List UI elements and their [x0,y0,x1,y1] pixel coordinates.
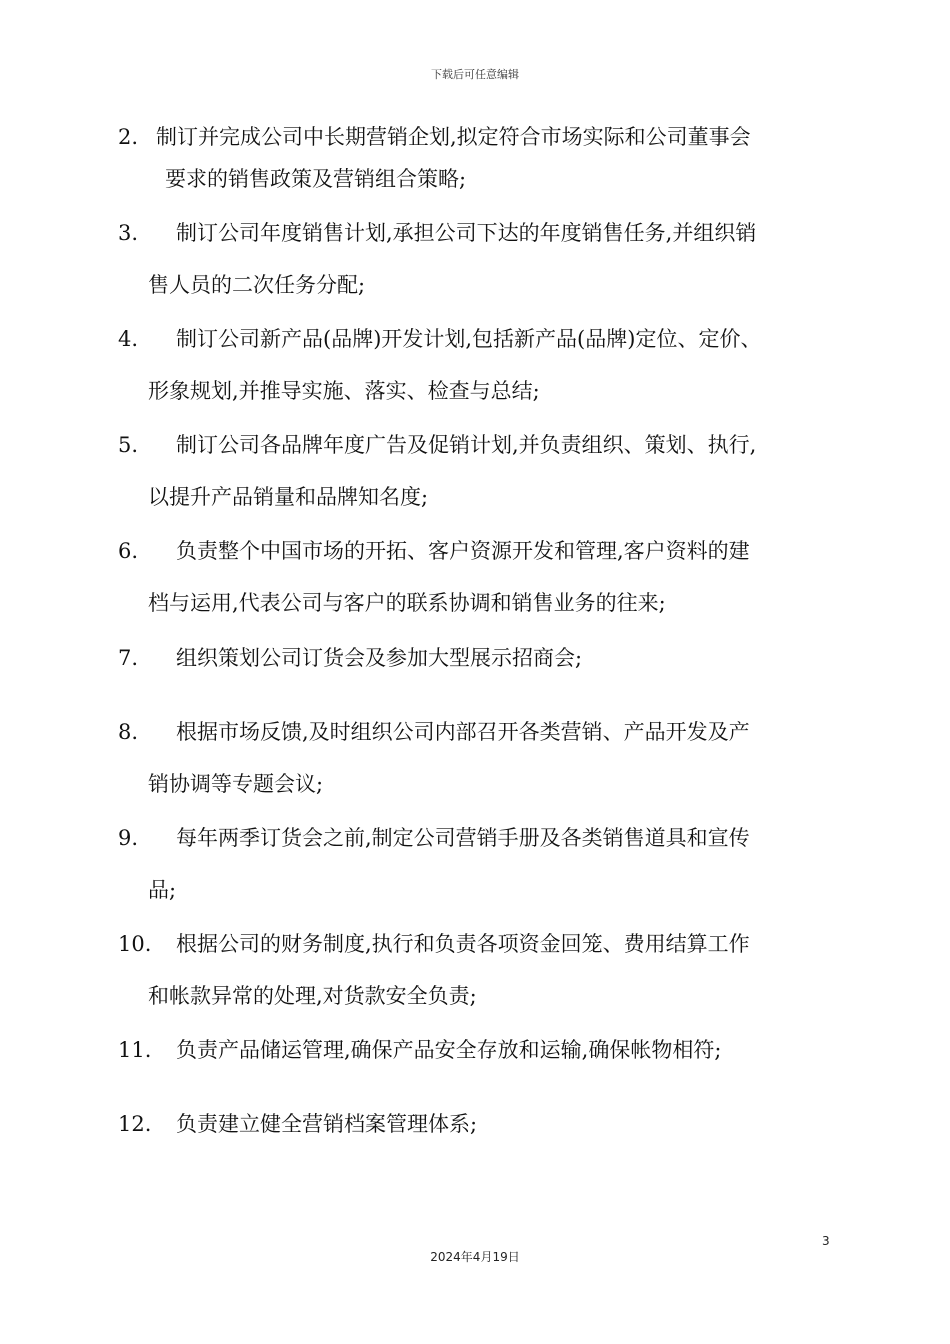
list-item-8 [118,706,858,810]
list-item-10 [118,918,858,1022]
item-number: 6. [118,539,139,563]
list-item-3 [118,207,858,311]
item-number: 10. [118,932,152,956]
list-item-line [118,1098,858,1150]
page-number: 3 [822,1234,830,1248]
list-item-line [118,812,858,864]
list-item-line [118,419,858,471]
item-text: 负责建立健全营销档案管理体系; [176,1112,478,1136]
item-text: 根据市场反馈,及时组织公司内部召开各类营销、产品开发及产 [176,720,750,744]
list-item-11 [118,1024,858,1076]
item-text: 负责整个中国市场的开拓、客户资源开发和管理,客户资料的建 [176,539,750,563]
list-item-line [118,207,858,259]
item-text-continued: 销协调等专题会议; [148,772,324,796]
item-number: 8. [118,720,139,744]
item-number: 12. [118,1112,152,1136]
item-text-continued: 以提升产品销量和品牌知名度; [148,485,429,509]
list-item-7 [118,632,858,684]
item-text-continued: 品; [148,878,177,902]
item-number: 4. [118,327,139,351]
item-number: 2. [118,125,139,149]
item-text: 根据公司的财务制度,执行和负责各项资金回笼、费用结算工作 [176,932,750,956]
list-item-6 [118,525,858,629]
item-text-continued: 和帐款异常的处理,对货款安全负责; [148,984,477,1008]
page-header: 下载后可任意编辑 [431,68,519,81]
item-number: 9. [118,826,139,850]
item-number: 11. [118,1038,152,1062]
item-text-continued: 形象规划,并推导实施、落实、检查与总结; [148,379,540,403]
item-text: 负责产品储运管理,确保产品安全存放和运输,确保帐物相符; [176,1038,722,1062]
item-number: 7. [118,646,139,670]
item-text-continued: 售人员的二次任务分配; [148,273,366,297]
item-text: 制订公司新产品(品牌)开发计划,包括新产品(品牌)定位、定价、 [176,327,762,351]
list-item-9 [118,812,858,916]
item-text: 制订公司年度销售计划,承担公司下达的年度销售任务,并组织销 [176,221,757,245]
list-item-line [118,525,858,577]
list-item-line [118,918,858,970]
item-number: 3. [118,221,139,245]
list-item-line [118,313,858,365]
item-text: 制订并完成公司中长期营销企划,拟定符合市场实际和公司董事会 [156,125,751,149]
list-item-line [118,1024,858,1076]
item-text-continued: 要求的销售政策及营销组合策略; [165,167,467,191]
footer-date: 2024年4月19日 [430,1250,520,1264]
list-item-4 [118,313,858,417]
item-text-continued: 档与运用,代表公司与客户的联系协调和销售业务的往来; [148,591,666,615]
list-item-line [118,632,858,684]
item-text: 每年两季订货会之前,制定公司营销手册及各类销售道具和宣传 [176,826,750,850]
list-item-5 [118,419,858,523]
list-item-line [118,116,858,158]
item-text: 组织策划公司订货会及参加大型展示招商会; [176,646,583,670]
list-item-2 [118,116,858,200]
item-text: 制订公司各品牌年度广告及促销计划,并负责组织、策划、执行, [176,433,757,457]
list-item-12 [118,1098,858,1150]
list-item-line [118,706,858,758]
item-number: 5. [118,433,139,457]
